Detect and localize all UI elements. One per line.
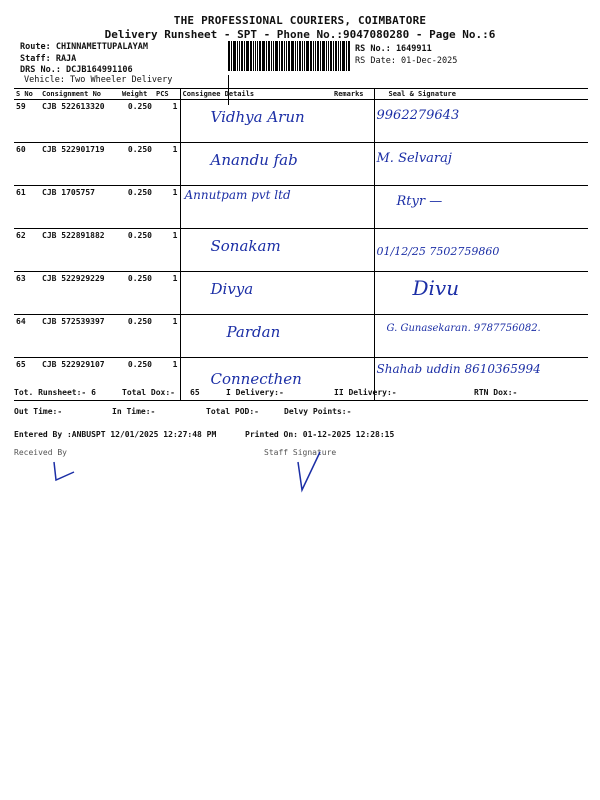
staff-label: Staff: RAJA xyxy=(20,54,77,64)
barcode-bar xyxy=(333,41,334,71)
table-row xyxy=(14,100,588,143)
barcode-bar xyxy=(291,41,294,71)
consignee-handwriting: Pardan xyxy=(226,323,281,341)
table-row xyxy=(14,272,588,315)
cell-consignee xyxy=(180,315,374,358)
cell-sno: 60 xyxy=(14,143,40,186)
signature-handwriting: Shahab uddin 8610365994 xyxy=(376,362,541,376)
table-row xyxy=(14,186,588,229)
cell-weight: 0.250 xyxy=(120,272,154,315)
cell-consignment: CJB 522929107 xyxy=(40,358,120,401)
barcode-bar xyxy=(302,41,303,71)
barcode-bar xyxy=(241,41,243,71)
col-consignment: Consignment No xyxy=(40,89,120,100)
signature-handwriting: 01/12/25 7502759860 xyxy=(376,245,500,258)
barcode-bar xyxy=(317,41,319,71)
received-check-mark xyxy=(40,456,80,486)
cell-sno: 64 xyxy=(14,315,40,358)
table-header-row xyxy=(14,89,588,100)
barcode-bar xyxy=(310,41,312,71)
col-sno: S No xyxy=(14,89,40,100)
barcode-bar xyxy=(304,41,305,71)
barcode-bar xyxy=(257,41,258,71)
delvy-points: Delvy Points:- xyxy=(284,407,352,416)
barcode-bar xyxy=(273,41,274,71)
barcode-bar xyxy=(297,41,298,71)
barcode-bar xyxy=(259,41,261,71)
ii-delivery: II Delivery:- xyxy=(334,388,397,397)
signature-handwriting: Divu xyxy=(412,276,460,300)
signature-handwriting: Rtyr — xyxy=(396,194,443,209)
barcode-bar xyxy=(335,41,337,71)
total-runsheet: Tot. Runsheet:- 6 xyxy=(14,388,96,397)
cell-signature xyxy=(374,100,588,143)
cell-sno: 65 xyxy=(14,358,40,401)
total-dox-value: 65 xyxy=(190,388,200,397)
in-time: In Time:- xyxy=(112,407,156,416)
staff-signature-label: Staff Signature xyxy=(264,448,337,457)
printed-on: Printed On: 01-12-2025 12:28:15 xyxy=(245,430,395,439)
barcode-bar xyxy=(281,41,283,71)
cell-signature xyxy=(374,186,588,229)
barcode-bar xyxy=(237,41,238,71)
cell-sno: 59 xyxy=(14,100,40,143)
barcode-bar xyxy=(231,41,232,71)
cell-pcs: 1 xyxy=(154,229,180,272)
barcode-bar xyxy=(284,41,285,71)
cell-signature xyxy=(374,143,588,186)
cell-consignee xyxy=(180,229,374,272)
cell-consignment: CJB 572539397 xyxy=(40,315,120,358)
barcode-bar xyxy=(322,41,325,71)
cell-consignment: CJB 522929229 xyxy=(40,272,120,315)
barcode-bar xyxy=(326,41,327,71)
received-by-label: Received By xyxy=(14,448,67,457)
barcode-bar xyxy=(295,41,296,71)
route-label: Route: CHINNAMETTUPALAYAM xyxy=(20,42,148,52)
col-signature: Seal & Signature xyxy=(374,89,588,100)
cell-weight: 0.250 xyxy=(120,315,154,358)
consignee-handwriting: Anandu fab xyxy=(210,151,298,169)
out-time: Out Time:- xyxy=(14,407,63,416)
cell-pcs: 1 xyxy=(154,272,180,315)
col-remarks: Remarks xyxy=(332,89,374,100)
cell-consignment: CJB 522613320 xyxy=(40,100,120,143)
cell-consignee xyxy=(180,272,374,315)
consignee-handwriting: Divya xyxy=(210,280,254,298)
barcode xyxy=(228,41,351,71)
barcode-bar xyxy=(288,41,290,71)
signature-handwriting: 9962279643 xyxy=(376,108,460,123)
cell-pcs: 1 xyxy=(154,143,180,186)
barcode-bar xyxy=(271,41,272,71)
barcode-bar xyxy=(250,41,252,71)
cell-weight: 0.250 xyxy=(120,358,154,401)
drs-label: DRS No.: DCJB164991106 xyxy=(20,65,133,75)
cell-sno: 62 xyxy=(14,229,40,272)
cell-sno: 61 xyxy=(14,186,40,229)
col-consignee: Consignee Details xyxy=(180,89,332,100)
signature-handwriting: G. Gunasekaran. 9787756082. xyxy=(386,323,541,334)
barcode-bar xyxy=(348,41,350,71)
cell-weight: 0.250 xyxy=(120,186,154,229)
consignee-handwriting: Annutpam pvt ltd xyxy=(184,188,291,202)
cell-consignment: CJB 522891882 xyxy=(40,229,120,272)
barcode-bar xyxy=(279,41,280,71)
cell-sno: 63 xyxy=(14,272,40,315)
rtn-dox: RTN Dox:- xyxy=(474,388,518,397)
vehicle-label: Vehicle: Two Wheeler Delivery xyxy=(24,75,173,85)
cell-weight: 0.250 xyxy=(120,100,154,143)
barcode-bar xyxy=(340,41,341,71)
cell-consignment: CJB 522901719 xyxy=(40,143,120,186)
barcode-bar xyxy=(328,41,329,71)
consignee-handwriting: Sonakam xyxy=(210,237,281,255)
cell-signature xyxy=(374,272,588,315)
cell-weight: 0.250 xyxy=(120,229,154,272)
barcode-bar xyxy=(306,41,309,71)
barcode-bar xyxy=(262,41,265,71)
i-delivery: I Delivery:- xyxy=(226,388,284,397)
cell-pcs: 1 xyxy=(154,358,180,401)
table-row xyxy=(14,229,588,272)
company-title: THE PROFESSIONAL COURIERS, COIMBATORE xyxy=(173,14,427,27)
cell-signature xyxy=(374,315,588,358)
runsheet-table xyxy=(14,88,588,401)
barcode-bar xyxy=(244,41,245,71)
cell-pcs: 1 xyxy=(154,315,180,358)
total-dox: Total Dox:- xyxy=(122,388,175,397)
barcode-bar xyxy=(266,41,267,71)
table-row xyxy=(14,315,588,358)
col-pcs: PCS xyxy=(154,89,180,100)
barcode-bar xyxy=(253,41,254,71)
cell-consignee xyxy=(180,100,374,143)
consignee-handwriting: Vidhya Arun xyxy=(210,108,305,126)
barcode-bar xyxy=(268,41,270,71)
total-pod: Total POD:- xyxy=(206,407,259,416)
barcode-bar xyxy=(239,41,240,71)
barcode-bar xyxy=(346,41,347,71)
col-weight: Weight xyxy=(120,89,154,100)
barcode-bar xyxy=(313,41,314,71)
barcode-bar xyxy=(315,41,316,71)
entered-by: Entered By :ANBUSPT 12/01/2025 12:27:48 PM xyxy=(14,430,217,439)
staff-check-mark xyxy=(290,448,330,498)
barcode-bar xyxy=(233,41,236,71)
barcode-bar xyxy=(286,41,287,71)
barcode-bar xyxy=(228,41,230,71)
signature-handwriting: M. Selvaraj xyxy=(376,151,452,166)
table-row xyxy=(14,143,588,186)
cell-signature xyxy=(374,229,588,272)
rs-date-label: RS Date: 01-Dec-2025 xyxy=(355,56,458,66)
barcode-bar xyxy=(299,41,301,71)
cell-pcs: 1 xyxy=(154,186,180,229)
barcode-bar xyxy=(330,41,332,71)
barcode-bar xyxy=(255,41,256,71)
barcode-bar xyxy=(320,41,321,71)
barcode-bar xyxy=(338,41,339,71)
rs-no-label: RS No.: 1649911 xyxy=(355,44,432,54)
cell-consignee xyxy=(180,186,374,229)
cell-weight: 0.250 xyxy=(120,143,154,186)
cell-consignee xyxy=(180,143,374,186)
barcode-bar xyxy=(246,41,249,71)
cell-pcs: 1 xyxy=(154,100,180,143)
consignee-handwriting: Connecthen xyxy=(210,370,302,388)
runsheet-subtitle: Delivery Runsheet - SPT - Phone No.:9047080280 - Page No.:6 xyxy=(104,28,496,41)
barcode-bar xyxy=(275,41,278,71)
barcode-bar xyxy=(342,41,345,71)
cell-consignment: CJB 1705757 xyxy=(40,186,120,229)
